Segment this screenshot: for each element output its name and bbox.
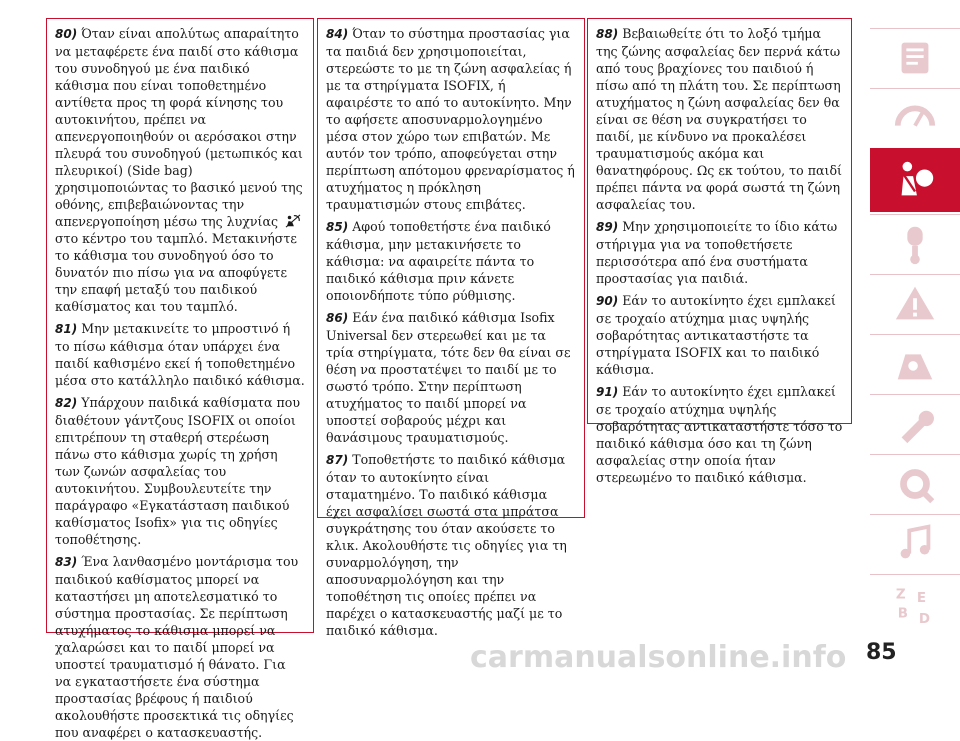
warning-number: 88) (596, 27, 619, 41)
warning-number: 83) (55, 555, 78, 569)
warning-text: Εάν το αυτοκίνητο έχει εμπλακεί σε τροχαίο ατύχημα υψηλής σοβαρότητας αντικαταστήστε τόσο το παιδικό κάθισμα όσο και τη ζώνη ασφαλείας στην οποία ήταν στερεωμένο το παιδικό κάθισμα. (596, 384, 843, 485)
chapter-sidebar (870, 0, 960, 678)
warning-number: 91) (596, 385, 619, 399)
passenger-airbag-off-icon (284, 214, 302, 228)
warning-text: Όταν είναι απολύτως απαραίτητο να μεταφέρετε ένα παιδί στο κάθισμα του συνοδηγού με ένα παιδικό κάθισμα που είναι τοποθετημένο αντίθετα προς τη φορά κίνησης του αυτοκινήτου, πρέπει να απενεργοποιηθούν οι αερόσακοι στην πλευρά του συνοδηγού (μετωπικός και πλευρικοί) (Side bag) χρησιμοποιώντας το βασικό μενού της οθόνης, επιβεβαιώνοντας την απενεργοποίηση μέσω της λυχνίας (55, 26, 303, 229)
warning-text: Μην μετακινείτε το μπροστινό ή το πίσω κάθισμα όταν υπάρχει ένα παιδί καθισμένο εκεί ή τοποθετημένο μέσα στο κατάλληλο παιδικό κάθισμα. (55, 321, 305, 388)
warning-text-continued: στο κέντρο του ταμπλό. Μετακινήστε το κάθισμα του συνοδηγού όσο το δυνατόν πιο πίσω για να αποφύγετε την επαφή μεταξύ του παιδικού καθίσματος και του ταμπλό. (55, 231, 297, 314)
warning-83 (55, 553, 305, 741)
emergency-icon (892, 341, 938, 387)
warning-number: 80) (55, 27, 78, 41)
car-info-icon (892, 35, 938, 81)
warning-column-1 (46, 18, 314, 740)
tab-emergency[interactable] (870, 334, 960, 393)
starting-driving-icon (892, 221, 938, 267)
warning-84 (326, 25, 576, 213)
warning-text: Ένα λανθασμένο μοντάρισμα του παιδικού καθίσματος μπορεί να καταστήσει μη αποτελεσματικό το σύστημα προστασίας. Σε περίπτωση ατυχήματος το κάθισμα μπορεί να χαλαρώσει και το παιδί μπορεί να υποστεί τραυματισμό ή θάνατο. Για να εγκαταστήσετε ένα σύστημα προστασίας βρέφους ή παιδιού ακολουθήστε προσεκτικά τις οδηγίες που αναφέρει ο κατασκευαστής. (55, 554, 299, 740)
warning-text: Τοποθετήστε το παιδικό κάθισμα όταν το αυτοκίνητο είναι σταματημένο. Το παιδικό κάθισμα έχει ασφαλίσει σωστά στα μπράτσα συγκράτησης του όταν ακούσετε το κλικ. Ακολουθήστε τις οδηγίες για τη συναρμολόγηση, την αποσυναρμολόγηση και την τοποθέτηση τις οποίες πρέπει να παρέχει ο κατασκευαστής μαζί με το παιδικό κάθισμα. (326, 452, 567, 638)
tab-technical-data[interactable] (870, 454, 960, 513)
warning-number: 82) (55, 396, 78, 410)
warning-text: Υπάρχουν παιδικά καθίσματα που διαθέτουν γάντζους ISOFIX οι οποίοι επιτρέπουν τη σταθερή στερέωση πάνω στο κάθισμα χωρίς τη χρήση των ζωνών ασφαλείας του αυτοκινήτου. Συμβουλευτείτε την παράγραφο «Εγκατάσταση παιδικού καθίσματος Isofix» για τις οδηγίες τοποθέτησης. (55, 395, 301, 547)
tab-multimedia[interactable] (870, 514, 960, 573)
tab-car-info[interactable] (870, 28, 960, 87)
maintenance-wrench-icon (892, 401, 938, 447)
warning-88 (596, 25, 843, 213)
safety-seatbelt-airbag-icon (892, 157, 938, 203)
warning-number: 90) (596, 294, 619, 308)
svg-text:E: E (916, 591, 927, 607)
warning-81 (55, 320, 305, 389)
warning-text: Μην χρησιμοποιείτε το ίδιο κάτω στήριγμα για να τοποθετήσετε περισσότερα από ένα συστήματα προστασίας για παιδιά. (596, 219, 838, 286)
tab-maintenance[interactable] (870, 394, 960, 453)
tab-dashboard[interactable] (870, 88, 960, 147)
warning-number: 85) (326, 220, 349, 234)
index-alphabet-icon (892, 581, 938, 627)
warning-90 (596, 292, 843, 378)
svg-text:D: D (918, 612, 930, 627)
warning-82 (55, 394, 305, 548)
warning-91 (596, 383, 843, 486)
warning-86 (326, 309, 576, 446)
warning-column-2 (317, 18, 585, 638)
warning-text: Όταν το σύστημα προστασίας για τα παιδιά δεν χρησιμοποιείται, στερεώστε το με τη ζώνη ασφαλείας ή με τα στηρίγματα ISOFIX, ή αφαιρέστε το από το αυτοκίνητο. Μην το αφήσετε αποσυναρμολογημένο μέσα στον χώρο των επιβατών. Με αυτόν τον τρόπο, αποφεύγεται στην περίπτωση απότομου φρεναρίσματος ή ατυχήματος η πρόκληση τραυματισμών στους επιβάτες. (326, 26, 575, 212)
warning-85 (326, 218, 576, 304)
warning-87 (326, 451, 576, 639)
tab-index[interactable] (870, 574, 960, 633)
warning-number: 86) (326, 311, 349, 325)
warning-text: Εάν ένα παιδικό κάθισμα Isofix Universal δεν στερεωθεί και με τα τρία στηρίγματα, τότε δεν θα είναι σε θέση να προστατέψει το παιδί με το σωστό τρόπο. Στην περίπτωση ατυχήματος το παιδί μπορεί να υποστεί σοβαρούς μέχρι και θανάσιμους τραυματισμούς. (326, 310, 571, 445)
dashboard-icon (892, 95, 938, 141)
warning-number: 89) (596, 220, 619, 234)
technical-data-icon (892, 461, 938, 507)
svg-text:B: B (897, 606, 908, 622)
warning-number: 81) (55, 322, 78, 336)
warning-text: Εάν το αυτοκίνητο έχει εμπλακεί σε τροχαίο ατύχημα μιας υψηλής σοβαρότητας αντικαταστήστε τα στηρίγματα ISOFIX και το παιδικό κάθισμα. (596, 293, 836, 377)
warning-number: 87) (326, 453, 349, 467)
tab-starting-driving[interactable] (870, 214, 960, 273)
tab-warning[interactable] (870, 274, 960, 333)
tab-safety[interactable] (870, 148, 960, 212)
warning-80 (55, 25, 305, 315)
warning-89 (596, 218, 843, 287)
warning-text: Αφού τοποθετήστε ένα παιδικό κάθισμα, μην μετακινήσετε το κάθισμα: να αφαιρείτε πάντα το παιδικό κάθισμα πριν κάνετε οποιονδήποτε τύπο ρύθμισης. (326, 219, 551, 303)
warning-column-3 (587, 18, 852, 485)
svg-text:Z: Z (895, 587, 906, 603)
watermark-text: carmanualsonline.info (470, 640, 847, 675)
warning-triangle-icon (892, 281, 938, 327)
page-number: 85 (866, 640, 897, 665)
warning-text: Βεβαιωθείτε ότι το λοξό τμήμα της ζώνης ασφαλείας δεν περνά κάτω από τους βραχίονες του παιδιού ή πίσω από τη πλάτη του. Σε περίπτωση ατυχήματος η ζώνη ασφαλείας δεν θα είναι σε θέση να συγκρατήσει το παιδί, με κίνδυνο να προκαλέσει τραυματισμούς ακόμα και θανατηφόρους. Ως εκ τούτου, το παιδί πρέπει πάντα να φορά σωστά τη ζώνη ασφαλείας του. (596, 26, 842, 212)
warning-number: 84) (326, 27, 349, 41)
multimedia-icon (892, 521, 938, 567)
